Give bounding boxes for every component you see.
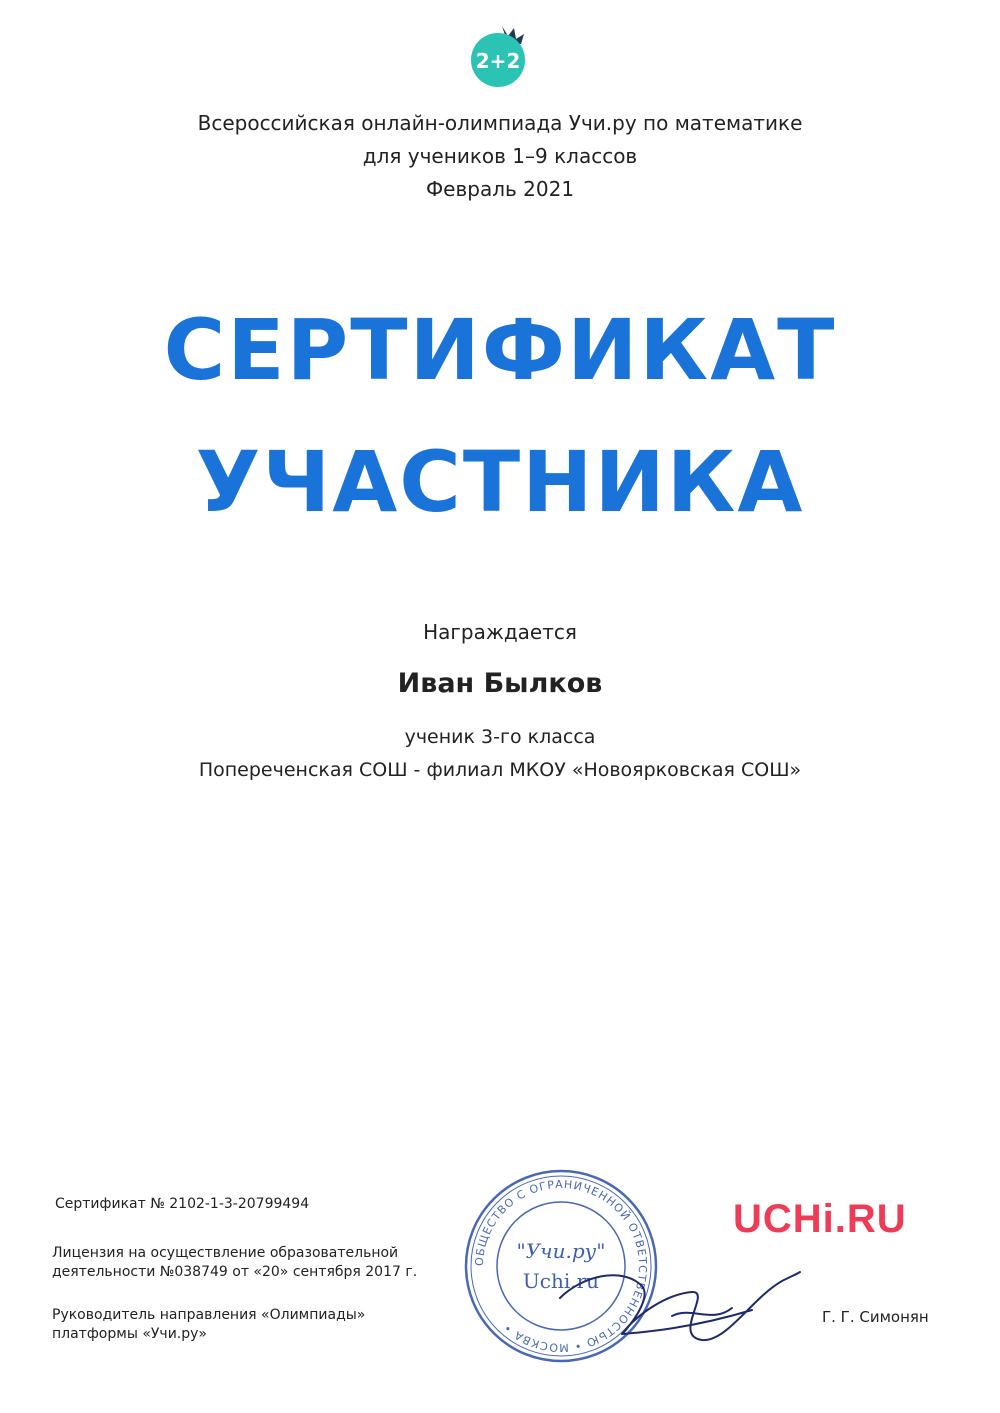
- uchi-mascot-logo-icon: [464, 22, 536, 88]
- recipient-name: Иван Былков: [397, 668, 603, 699]
- license-line1: Лицензия на осуществление образовательной: [52, 1245, 399, 1261]
- recipient-grade: ученик 3-го класса: [404, 726, 596, 748]
- certificate-number: Сертификат № 2102-1-3-20799494: [55, 1196, 310, 1212]
- recipient-school: Поперечeнская СОШ - филиал МКОУ «Новоярковская СОШ»: [198, 759, 802, 781]
- signer-position-line1: Руководитель направления «Олимпиады»: [52, 1307, 366, 1323]
- signer-position-line2: платформы «Учи.ру»: [52, 1326, 207, 1342]
- signer-position: [52, 1306, 432, 1344]
- logo-text: 2+2: [475, 49, 521, 73]
- stamp-center-line2: Uchi.ru: [522, 1269, 600, 1293]
- olympiad-grades: для учеников 1–9 классов: [362, 144, 638, 168]
- olympiad-title: Всероссийская онлайн-олимпиада Учи.ру по математике: [197, 111, 803, 135]
- certificate-title-line2: УЧАСТНИКА: [195, 433, 805, 531]
- olympiad-date: Февраль 2021: [425, 177, 575, 201]
- stamp-center-line1: "Учи.ру": [516, 1239, 606, 1263]
- uchi-ru-brand-logo: UCHi.RU: [733, 1197, 907, 1241]
- handwritten-signature: [552, 1236, 802, 1356]
- license-line2: деятельности №038749 от «20» сентября 2017 г.: [52, 1264, 418, 1280]
- license-info: [52, 1244, 422, 1282]
- signer-name: Г. Г. Симонян: [822, 1308, 929, 1326]
- awarded-label: Награждается: [423, 620, 577, 644]
- certificate-title-line1: СЕРТИФИКАТ: [163, 301, 837, 399]
- stamp-ring-text: ОБЩЕСТВО С ОГРАНИЧЕННОЙ ОТВЕТСТВЕННОСТЬЮ • МОСКВА •: [472, 1177, 650, 1355]
